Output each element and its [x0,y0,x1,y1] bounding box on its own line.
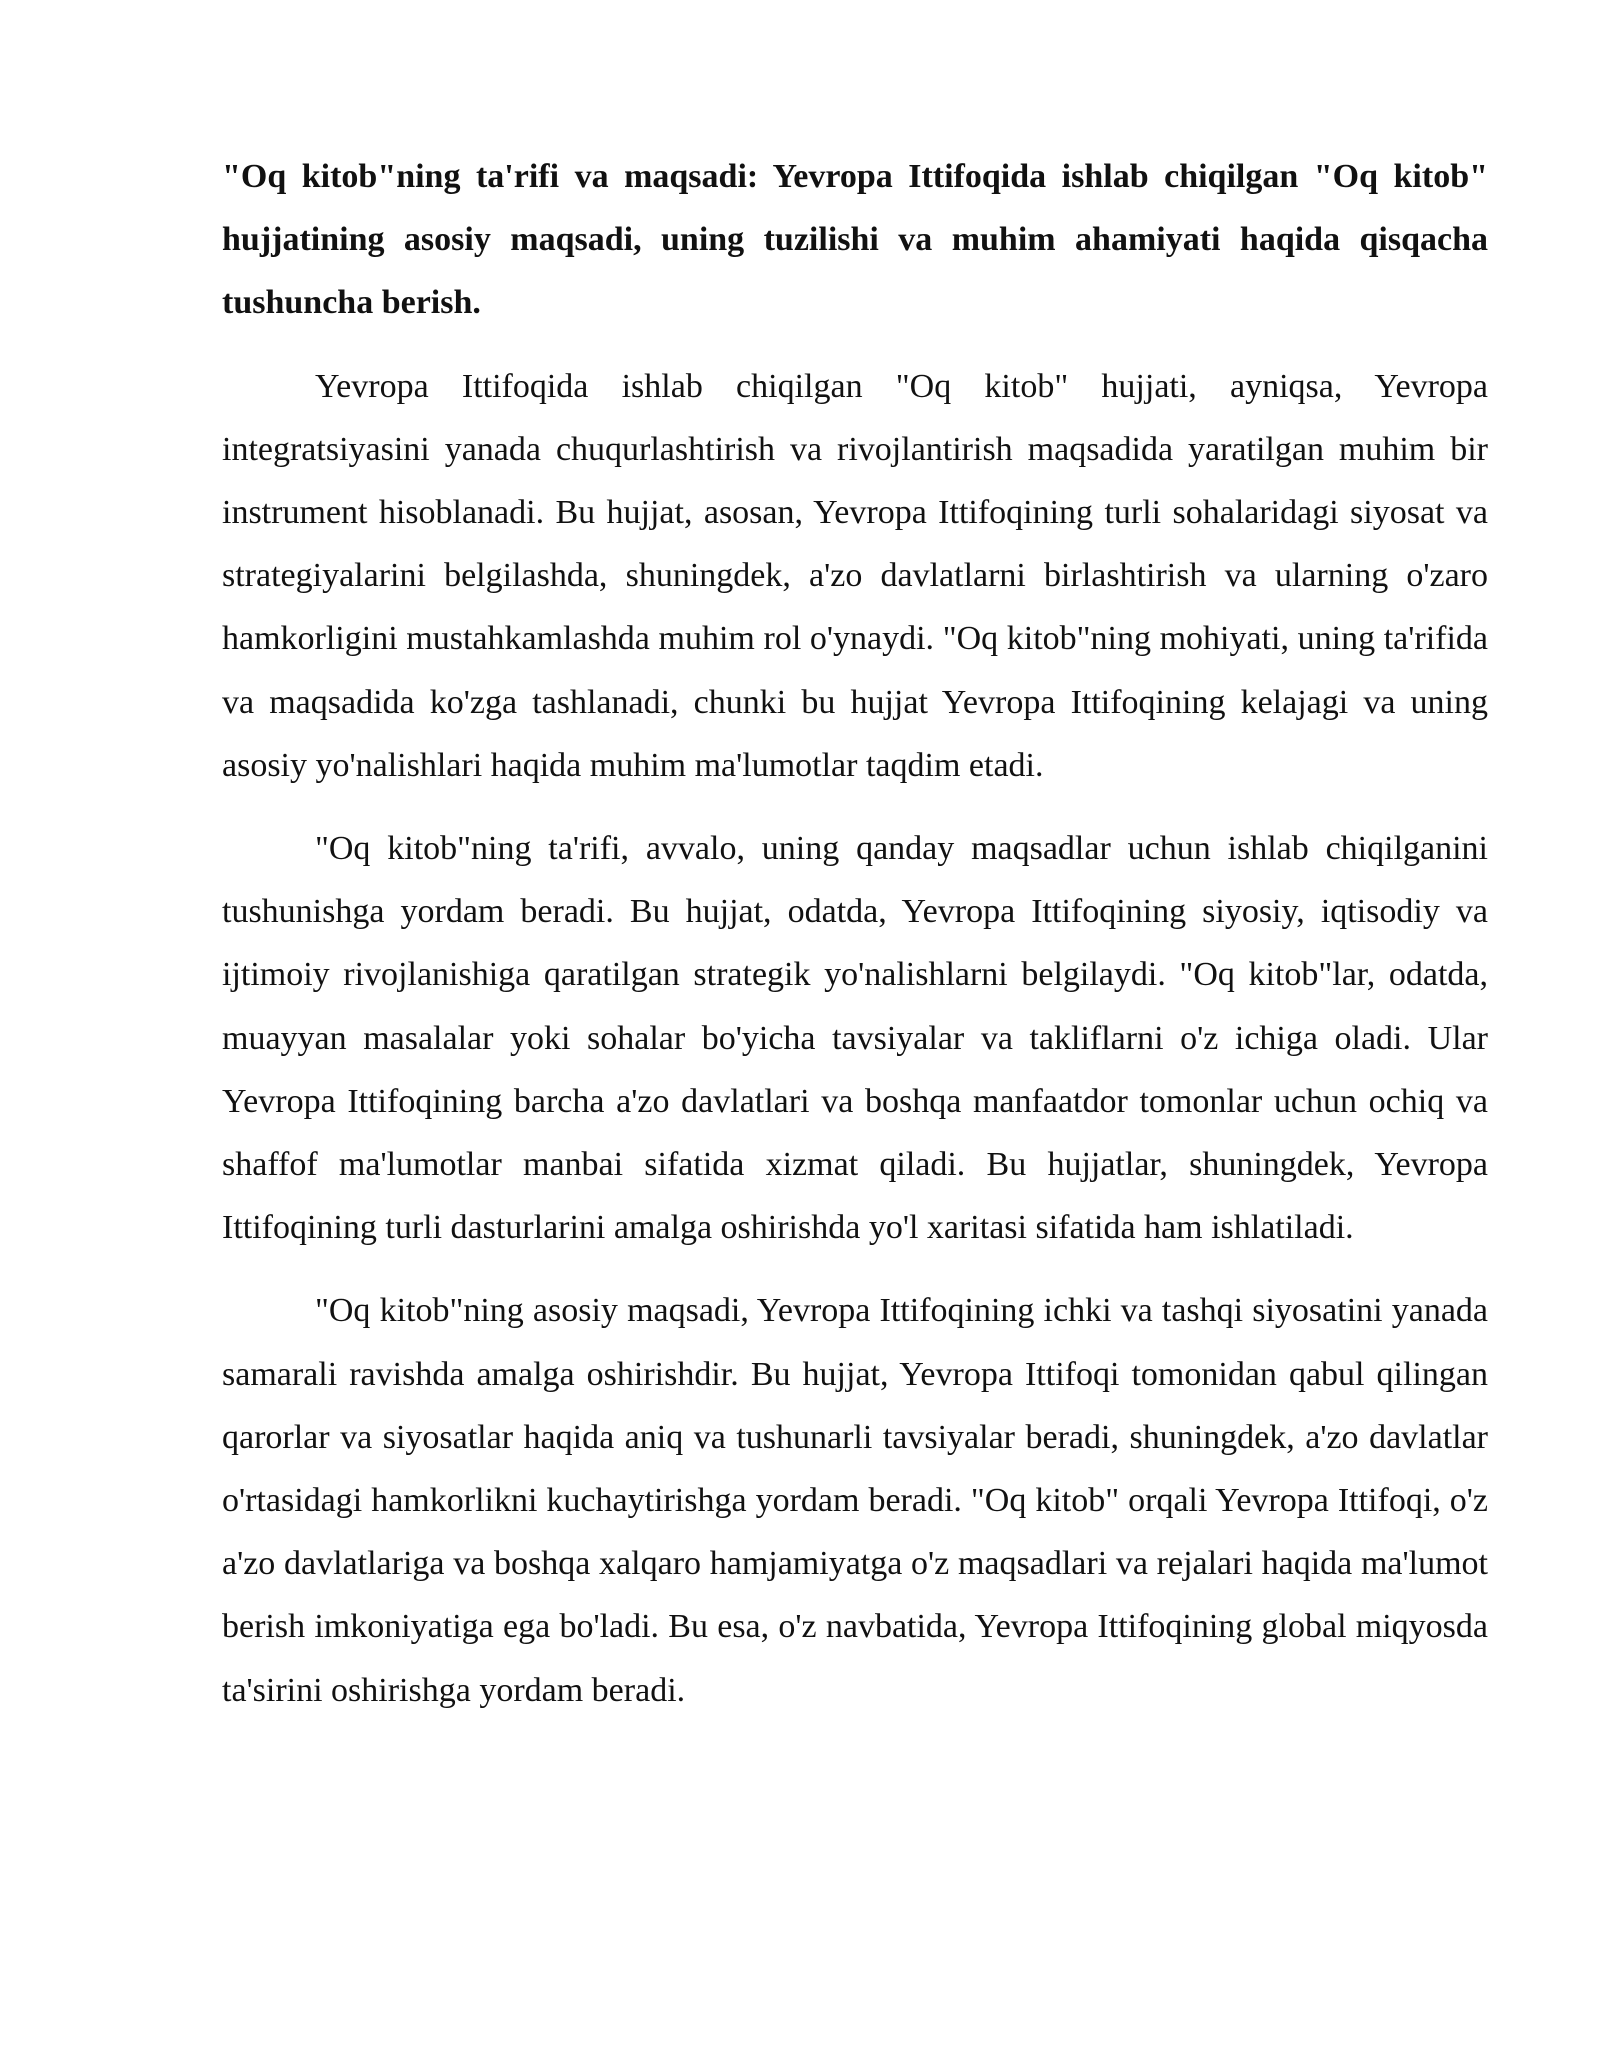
document-heading: "Oq kitob"ning ta'rifi va maqsadi: Yevropa Ittifoqida ishlab chiqilgan "Oq kitob" hujjatining asosiy maqsadi, uning tuzilishi va muhim ahamiyati haqida qisqacha tushuncha berish. [222,158,1488,322]
paragraph-1: Yevropa Ittifoqida ishlab chiqilgan "Oq kitob" hujjati, ayniqsa, Yevropa integratsiyasini yanada chuqurlashtirish va rivojlantirish maqsadida yaratilgan muhim bir instrument hisoblanadi. Bu hujjat, asosan, Yevropa Ittifoqining turli sohalaridagi siyosat va strategiyalarini belgilashda, shuningdek, a'zo davlatlarni birlashtirish va ularning o'zaro hamkorligini mustahkamlashda muhim rol o'ynaydi. "Oq kitob"ning mohiyati, uning ta'rifida va maqsadida ko'zga tashlanadi, chunki bu hujjat Yevropa Ittifoqining kelajagi va uning asosiy yo'nalishlari haqida muhim ma'lumotlar taqdim etadi. [222,367,1488,784]
paragraph-3: "Oq kitob"ning asosiy maqsadi, Yevropa Ittifoqining ichki va tashqi siyosatini yanada samarali ravishda amalga oshirishdir. Bu hujjat, Yevropa Ittifoqi tomonidan qabul qilingan qarorlar va siyosatlar haqida aniq va tushunarli tavsiyalar beradi, shuningdek, a'zo davlatlar o'rtasidagi hamkorlikni kuchaytirishga yordam beradi. "Oq kitob" orqali Yevropa Ittifoqi, o'z a'zo davlatlariga va boshqa xalqaro hamjamiyatga o'z maqsadlari va rejalari haqida ma'lumot berish imkoniyatiga ega bo'ladi. Bu esa, o'z navbatida, Yevropa Ittifoqining global miqyosda ta'sirini oshirishga yordam beradi. [222,1292,1488,1709]
paragraph-2: "Oq kitob"ning ta'rifi, avvalo, uning qanday maqsadlar uchun ishlab chiqilganini tushunishga yordam beradi. Bu hujjat, odatda, Yevropa Ittifoqining siyosiy, iqtisodiy va ijtimoiy rivojlanishiga qaratilgan strategik yo'nalishlarni belgilaydi. "Oq kitob"lar, odatda, muayyan masalalar yoki sohalar bo'yicha tavsiyalar va takliflarni o'z ichiga oladi. Ular Yevropa Ittifoqining barcha a'zo davlatlari va boshqa manfaatdor tomonlar uchun ochiq va shaffof ma'lumotlar manbai sifatida xizmat qiladi. Bu hujjatlar, shuningdek, Yevropa Ittifoqining turli dasturlarini amalga oshirishda yo'l xaritasi sifatida ham ishlatiladi. [222,830,1488,1247]
document-page [222,145,1488,1742]
